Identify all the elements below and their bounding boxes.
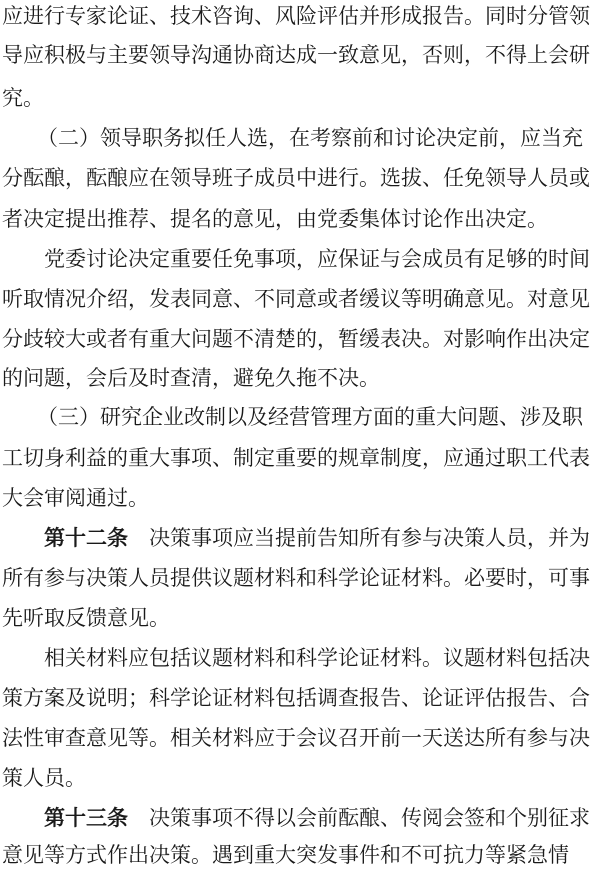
paragraph-line: 分酝酿，酝酿应在领导班子成员中进行。选拔、任免领导人员或: [2, 166, 590, 190]
paragraph-line: [44, 803, 598, 833]
paragraph-line: 究。: [2, 86, 44, 110]
paragraph-line: 的问题，会后及时查清，避免久拖不决。: [2, 366, 380, 390]
article-text: 决策事项应当提前告知所有参与决策人员，并为: [149, 526, 590, 550]
article-heading: 第十二条: [44, 526, 128, 550]
paragraph-line: 工切身利益的重大事项、制定重要的规章制度，应通过职工代表: [2, 446, 590, 470]
paragraph-line: 法性审查意见等。相关材料应于会议召开前一天送达所有参与决: [2, 726, 590, 750]
paragraph-line: 应进行专家论证、技术咨询、风险评估并形成报告。同时分管领: [2, 4, 590, 28]
paragraph-line: 策人员。: [2, 766, 86, 790]
paragraph-line: （二）领导职务拟任人选，在考察前和讨论决定前，应当充: [37, 126, 583, 150]
paragraph-line: 者决定提出推荐、提名的意见，由党委集体讨论作出决定。: [2, 207, 548, 231]
paragraph-line: 先听取反馈意见。: [2, 606, 170, 630]
paragraph-line: 意见等方式作出决策。遇到重大突发事件和不可抗力等紧急情: [2, 843, 569, 867]
paragraph-line: 大会审阅通过。: [2, 486, 149, 510]
paragraph-line: 分歧较大或者有重大问题不清楚的，暂缓表决。对影响作出决定: [2, 327, 590, 351]
article-heading: 第十三条: [44, 806, 128, 830]
paragraph-line: 所有参与决策人员提供议题材料和科学论证材料。必要时，可事: [2, 566, 590, 590]
paragraph-line: [44, 523, 598, 553]
article-text: 决策事项不得以会前酝酿、传阅会签和个别征求: [149, 806, 590, 830]
paragraph-line: 党委讨论决定重要任免事项，应保证与会成员有足够的时间: [44, 247, 590, 271]
paragraph-line: 策方案及说明；科学论证材料包括调查报告、论证评估报告、合: [2, 686, 590, 710]
paragraph-line: （三）研究企业改制以及经营管理方面的重大问题、涉及职: [37, 405, 583, 429]
paragraph-line: 相关材料应包括议题材料和科学论证材料。议题材料包括决: [44, 646, 590, 670]
paragraph-line: 导应积极与主要领导沟通协商达成一致意见，否则，不得上会研: [2, 43, 590, 67]
paragraph-line: 听取情况介绍，发表同意、不同意或者缓议等明确意见。对意见: [2, 287, 590, 311]
